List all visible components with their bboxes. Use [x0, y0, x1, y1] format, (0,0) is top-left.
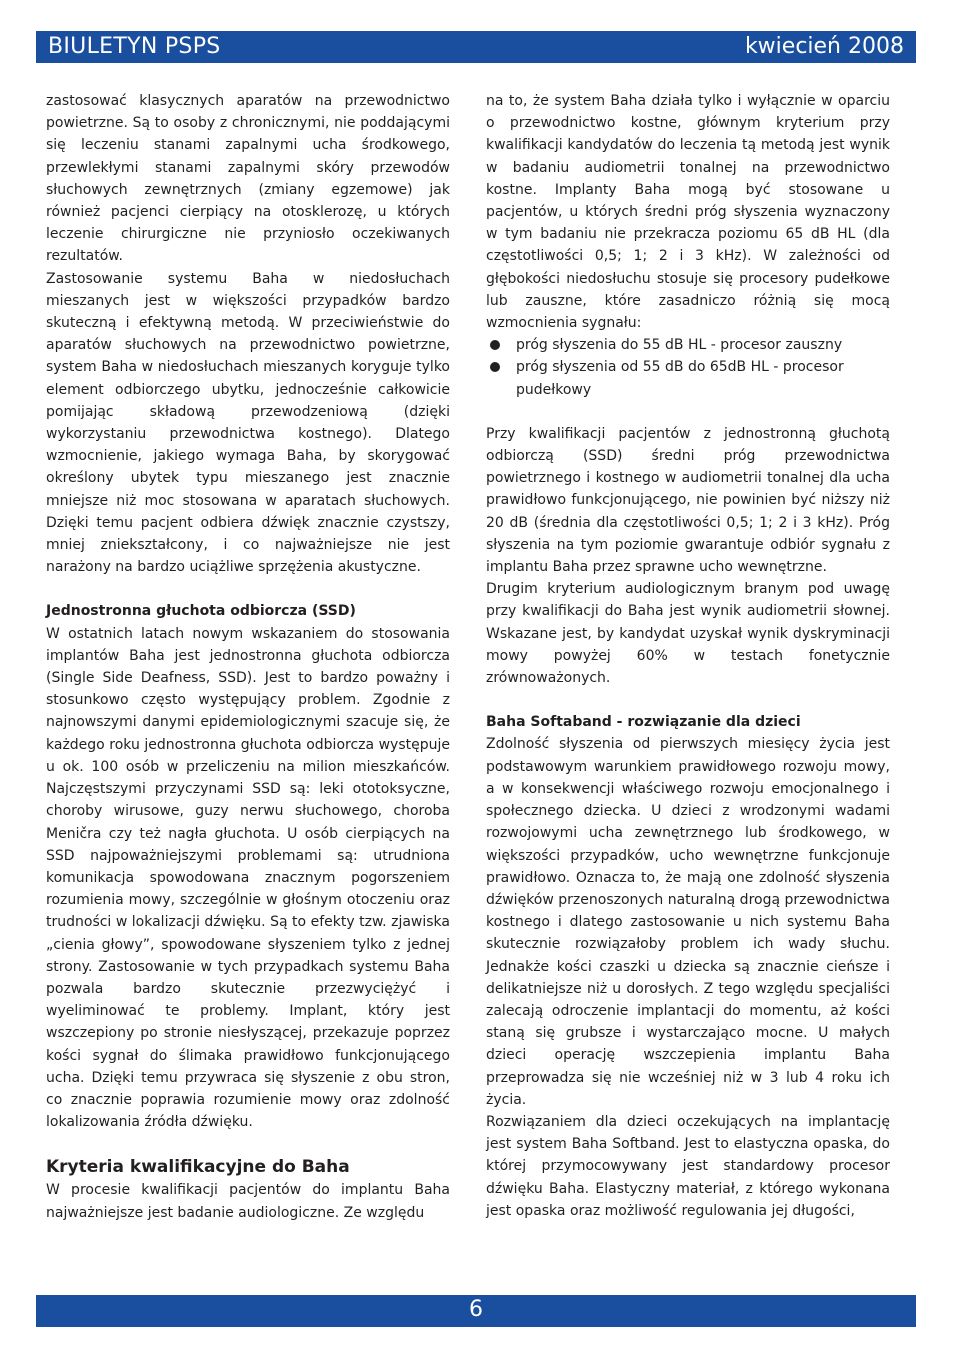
section-heading-ssd: Jednostronna głuchota odbiorcza (SSD) [46, 603, 356, 620]
paragraph: W ostatnich latach nowym wskazaniem do stosowania implantów Baha jest jednostronna głuchota odbiorcza (Single Side Deafness, SSD). Jest to bardzo poważny i stosunkowo często występujący problem. Zgodnie z najnowszymi danymi epidemiologicznymi szacuje się, że każdego roku jednostronna głuchota odbiorcza występuje u ok. 100 osób w przeliczeniu na milion mieszkańców. Najczęstszymi przyczynami SSD są: leki ototoksyczne, choroby wirusowe, guzy nerwu słuchowego, choroba Meničra czy też nagła głuchota. U osób cierpiących na SSD najpoważniejszymi problemami są: utrudniona komunikacja spowodowana znacznym pogorszeniem rozumienia mowy, szczególnie w głośnym otoczeniu oraz trudności w lokalizacji dźwięku. Są to efekty tzw. zjawiska „cienia głowy”, spowodowane słyszeniem tylko z jednej strony. Zastosowanie w tych przypadkach systemu Baha pozwala bardzo skutecznie przezwyciężyć i wyeliminować te problemy. Implant, który jest wszczepiony po stronie niesłyszącej, przekazuje poprzez kości sygnał do ślimaka prawidłowo funkcjonującego ucha. Dzięki temu przywraca się słyszenie z obu stron, co znacznie poprawia rozumienie mowy oraz zdolność lokalizowania źródła dźwięku. [46, 625, 450, 1131]
paragraph: W procesie kwalifikacji pacjentów do implantu Baha najważniejsze jest badanie audiologiczne. Ze względu [46, 1182, 450, 1221]
page-header [36, 31, 916, 63]
paragraph: Zastosowanie systemu Baha w niedosłuchach mieszanych jest w większości przypadków bardzo skuteczną i efektywną metodą. W przeciwieństwie do aparatów słuchowych na przewodnictwo powietrzne, system Baha w niedosłuchach mieszanych koryguje tylko element odbiorczego ubytku, jednocześnie całkowicie pomijając składową przewodzeniową (dzięki wykorzystaniu przewodnictwa kostnego). Dlatego wzmocnienie, jakiego wymaga Baha, by skorygować określony ubytek typu mieszanego jest znacznie mniejsze niż moc stosowana w aparatach słuchowych. Dzięki temu pacjent odbiera dźwięk znacznie czystszy, mniej zniekształcony, i co najważniejsze nie jest narażony na bardzo uciążliwe sprzężenia akustyczne. [46, 270, 450, 576]
page-footer [36, 1295, 916, 1327]
paragraph: Rozwiązaniem dla dzieci oczekujących na implantację jest system Baha Softband. Jest to elastyczna opaska, do której przymocowywany jest standardowy procesor dźwięku Baha. Elastyczny materiał, z którego wykonana jest opaska oraz możliwość regulowania jej długości, [486, 1113, 890, 1219]
section-heading-kryteria: Kryteria kwalifikacyjne do Baha [46, 1157, 350, 1178]
paragraph: Drugim kryterium audiologicznym branym pod uwagę przy kwalifikacji do Baha jest wynik audiometrii słownej. Wskazane jest, by kandydat uzyskał wynik dyskryminacji mowy powyżej 60% w testach fonetycznie zrównoważonych. [486, 581, 890, 687]
paragraph: na to, że system Baha działa tylko i wyłącznie w oparciu o przewodnictwo kostne, głównym kryterium przy kwalifikacji kandydatów do leczenia tą metodą jest wynik w badaniu audiometrii tonalnej na przewodnictwo kostne. Implanty Baha mogą być stosowane u pacjentów, u których średni próg słyszenia wyznaczony w tym badaniu nie przekracza poziomu 65 dB HL (dla częstotliwości 0,5; 1; 2 i 3 kHz). W zależności od głębokości niedosłuchu stosuje się procesory pudełkowe lub zauszne, które zasadniczo różnią się mocą wzmocnienia sygnału: [486, 93, 890, 332]
paragraph: zastosować klasycznych aparatów na przewodnictwo powietrzne. Są to osoby z chronicznymi, nie poddającymi się leczeniu stanami zapalnymi ucha środkowego, przewlekłymi stanami zapalnymi skóry przewodów słuchowych zewnętrznych (zmiany egzemowe) jak również pacjenci cierpiący na otosklerozę, u których leczenie chirurgiczne nie przyniosło oczekiwanych rezultatów. [46, 93, 450, 265]
bullet-icon [490, 340, 500, 350]
paragraph: Przy kwalifikacji pacjentów z jednostronną głuchotą odbiorczą (SSD) średni próg przewodnictwa powietrznego i kostnego w audiometrii tonalnej dla ucha prawidłowo funkcjonującego, nie powinien być niższy niż 20 dB (średnia dla częstotliwości 0,5; 1; 2 i 3 kHz). Próg słyszenia na tym poziomie gwarantuje odbiór sygnału z implantu Baha przez sprawne ucho wewnętrzne. [486, 425, 890, 576]
list-item: próg słyszenia od 55 dB do 65dB HL - procesor pudełkowy [486, 356, 890, 400]
paragraph: Zdolność słyszenia od pierwszych miesięcy życia jest podstawowym warunkiem prawidłowego rozwoju mowy, a w konsekwencji właściwego rozwoju emocjonalnego i społecznego dziecka. U dzieci z wrodzonymi wadami rozwojowymi ucha zewnętrznego lub środkowego, w większości przypadków, ucho wewnętrzne funkcjonuje prawidłowo. Oznacza to, że mają one zdolność słyszenia dźwięków przenoszonych naturalną drogą przewodnictwa kostnego i dlatego zastosowanie u nich systemu Baha skutecznie rozwiązałoby problem ich wady słuchu. Jednakże kości czaszki u dziecka są znacznie cieńsze i delikatniejsze niż u dorosłych. Z tego względu specjaliści zalecają odroczenie implantacji do momentu, aż kości staną się grubsze i wystarczająco mocne. U małych dzieci operację wszczepienia implantu Baha przeprowadza się nie wcześniej niż w 3 lub 4 roku ich życia. [486, 736, 890, 1108]
bulletin-title: BIULETYN PSPS [48, 34, 221, 59]
section-heading-softband: Baha Softaband - rozwiązanie dla dzieci [486, 714, 801, 731]
issue-date: kwiecień 2008 [744, 34, 904, 59]
list-item: próg słyszenia do 55 dB HL - procesor zauszny [486, 334, 890, 356]
right-column [486, 90, 890, 1222]
page-number: 6 [469, 1297, 483, 1322]
left-column [46, 90, 450, 1224]
bullet-icon [490, 362, 500, 372]
processor-list [486, 334, 890, 401]
